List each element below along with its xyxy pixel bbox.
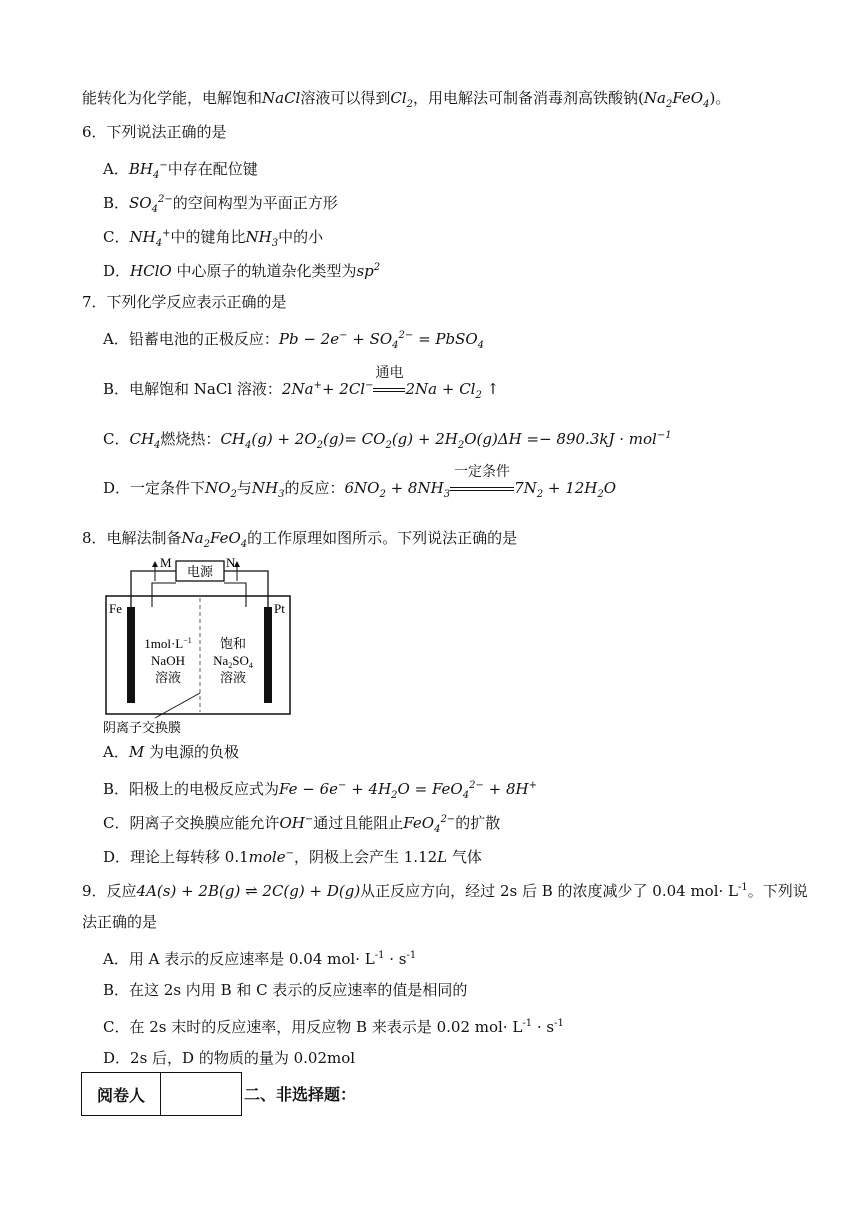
left-solution-label: 溶液: [154, 670, 182, 685]
section-title: 二、非选择题：: [244, 1087, 357, 1104]
q7-option-b: B．电解饱和 NaCl 溶液：2Na++ 2Cl− 通电 $2Na + Cl_2$ ↑: [103, 365, 500, 401]
grader-score-cell[interactable]: [161, 1073, 242, 1116]
q8-option-d: D．理论上每转移 0.1mole−，阴极上会产生 1.12L 气体: [103, 848, 482, 866]
q9-option-d: D．2s 后，D 的物质的量为 0.02mol: [103, 1049, 356, 1067]
left-conc-label: $1mol\cdot L^{-1}$: [144, 636, 192, 651]
q9-stem: 9．反应4A(s) + 2B(g) ⇌ 2C(g) + D(g)从正反应方向，经过 2s 后 B 的浓度减少了 0.04 $mol\cdot L^{-1}$。下列说: [82, 882, 808, 900]
q8-stem: 8．电解法制备$Na_2FeO_4$的工作原理如图所示。下列说法正确的是: [82, 529, 518, 550]
q6-stem: 6．下列说法正确的是: [82, 123, 227, 141]
arrow-m-head: [152, 561, 158, 567]
label-n: N: [226, 555, 236, 570]
q8-option-a: A．M 为电源的负极: [103, 743, 239, 761]
right-inner-wire: [224, 583, 246, 607]
q9-option-b: B．在这 2s 内用 B 和 C 表示的反应速率的值是相同的: [103, 981, 468, 999]
formula: NaCl: [262, 89, 301, 107]
q7-option-a: A．铅蓄电池的正极反应：$Pb - 2e^- + SO_4^{2-}$ = PbSO$_4$: [103, 330, 485, 351]
right-saturated-label: 饱和: [219, 636, 247, 651]
power-label: 电源: [186, 564, 214, 579]
electrolysis-diagram: [100, 551, 300, 736]
q6-option-a: A．$BH_4^-$中存在配位键: [103, 160, 258, 181]
formula: $Cl_2$: [390, 89, 414, 110]
q9-option-c: C．在 2s 末时的反应速率，用反应物 B 来表示是 0.02 $mol\cdot L^{-1} \cdot s^{-1}$: [103, 1018, 564, 1036]
left-inner-wire: [152, 583, 176, 607]
pt-electrode: [264, 607, 272, 703]
intro-text: )。: [709, 89, 731, 107]
intro-text: ，用电解法可制备消毒剂高铁酸钠(: [413, 89, 644, 107]
intro-text: 溶液可以得到: [300, 89, 391, 107]
label-m: M: [160, 555, 172, 570]
q7-stem: 7．下列化学反应表示正确的是: [82, 293, 287, 311]
right-solute-label: $Na_2SO_4$: [213, 653, 253, 670]
q8-option-c: C．阴离子交换膜应能允许OH−通过且能阻止FeO$_4^{2-}$的扩散: [103, 814, 501, 835]
grader-label: 阅卷人: [82, 1073, 161, 1116]
formula: $Na_2FeO_4$: [643, 89, 710, 110]
q9-stem-line2: 法正确的是: [82, 913, 158, 931]
q8-option-b: B．阳极上的电极反应式为$Fe - 6e^- + 4H_2O = FeO_4^{2-} + 8H^+$: [103, 780, 537, 801]
grader-table: [81, 1072, 242, 1116]
left-solute-label: NaOH: [151, 653, 185, 668]
q7-option-d: D．一定条件下$NO_2$与$NH_3$的反应：$6NO_2 + 8NH_3$ 一定条件 $7N_2 + 12H_2O$: [103, 464, 617, 500]
membrane-label: 阴离子交换膜: [103, 720, 182, 735]
intro-line: [82, 88, 730, 115]
label-pt: Pt: [274, 601, 285, 616]
q6-option-d: D．HClO 中心原子的轨道杂化类型为$sp^2$: [103, 262, 381, 280]
q6-option-b: B．$SO_4^{2-}$的空间构型为平面正方形: [103, 194, 338, 215]
left-wire: [131, 571, 176, 607]
right-solution-label: 溶液: [219, 670, 247, 685]
q6-option-c: C．$NH_4^+$中的键角比$NH_3$中的小: [103, 228, 324, 249]
q9-option-a: A．用 A 表示的反应速率是 0.04 $mol\cdot L^{-1} \cdot s^{-1}$: [103, 950, 417, 968]
intro-text: 能转化为化学能，电解饱和: [82, 89, 263, 107]
label-fe: Fe: [109, 601, 122, 616]
fe-electrode: [127, 607, 135, 703]
q7-option-c: C．$CH_4$燃烧热：$CH_4(g) + 2O_2(g)= CO_2(g) + 2H_2O(g)\Delta H =- 890.3kJ \cdot mol^{-1}$: [103, 430, 672, 451]
